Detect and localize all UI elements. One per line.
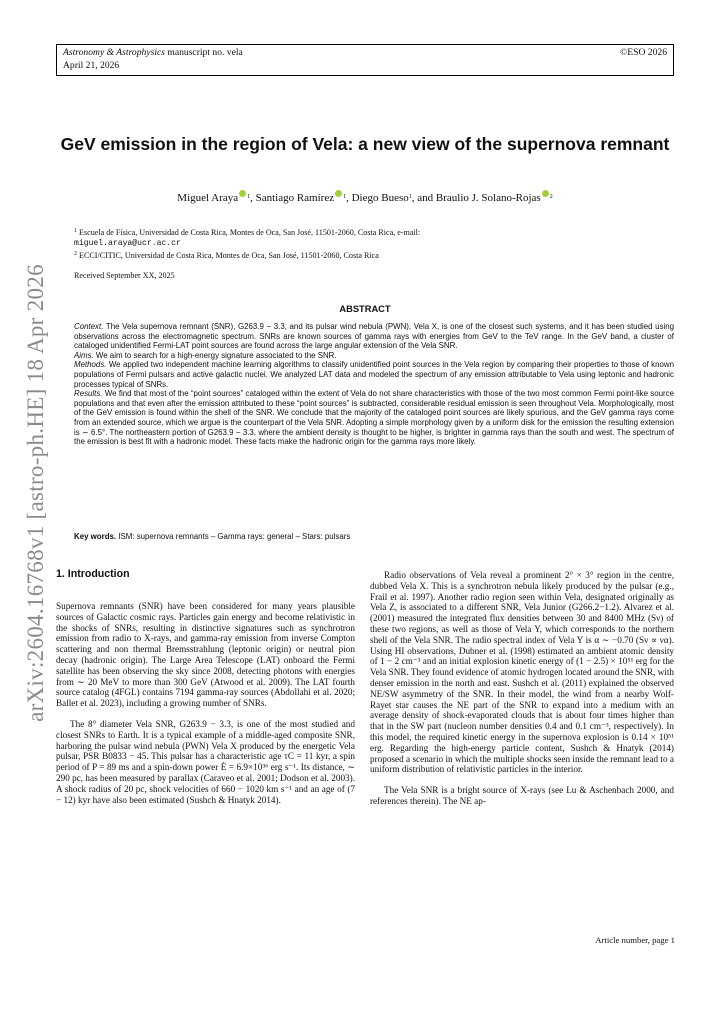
- keywords: [74, 532, 350, 541]
- results-text: We find that most of the “point sources” cataloged within the extent of Vela do not share characteristics with those of the two most common Fermi point-like source populations and that even after the emission attributed to these “point sources” is subtracted, considerable residual emission is seen throughout Vela. Morphologically, most of the GeV emission is found within the shell of the SNR. We conclude that the majority of the cataloged point sources are likely spurious, and the GeV gamma rays come from an extended source, which we argue is the counterpart of the Vela SNR. Adopting a simple morphology given by a uniform disk for the emission the resulting extension is ∼ 6.5°. The northeastern portion of G263.9 − 3.3, where the ambient density is thought to be higher, is brighter in gamma rays than the south and west. The spectrum of the emission is best fit with a hadronic model. These facts make the hadronic origin for the gamma rays more likely.: [74, 389, 675, 447]
- abstract-heading: ABSTRACT: [339, 304, 391, 314]
- affiliation-mark: 1: [247, 194, 251, 200]
- affiliation-mark: 1: [408, 194, 412, 200]
- journal-name: Astronomy & Astrophysics: [63, 47, 165, 58]
- keywords-label: Key words.: [74, 532, 117, 541]
- aims-label: Aims.: [74, 350, 94, 360]
- context-label: Context.: [74, 322, 104, 331]
- author-list: [56, 190, 674, 204]
- abstract-aims: [74, 351, 674, 361]
- right-column: [370, 570, 674, 807]
- received-date: Received September XX, 2025: [74, 271, 175, 280]
- copyright: ©ESO 2026: [620, 47, 667, 58]
- section-heading: 1. Introduction: [56, 568, 130, 580]
- results-label: Results.: [74, 389, 103, 399]
- author-name: , Santiago Ramírez: [250, 192, 335, 204]
- affiliation-number: 1: [74, 228, 77, 234]
- author-name: Miguel Araya: [177, 192, 239, 204]
- abstract-results: [74, 389, 674, 447]
- author-name: , and Braulio J. Solano-Rojas: [411, 192, 541, 204]
- arxiv-stamp-text: arXiv:2604.16768v1 [astro-ph.HE] 18 Apr 2026: [23, 264, 48, 722]
- affiliation-text: Escuela de Física, Universidad de Costa Rica, Montes de Oca, San José, 11501-2060, Costa Rica, e-mail:: [79, 228, 421, 237]
- orcid-icon[interactable]: [335, 190, 342, 197]
- abstract-context: [74, 322, 674, 351]
- abstract-body: [74, 322, 674, 447]
- arxiv-stamp: [18, 264, 54, 722]
- manuscript-id: manuscript no. vela: [164, 47, 243, 58]
- left-column: [56, 601, 355, 805]
- orcid-icon[interactable]: [239, 190, 246, 197]
- affiliation-number: 2: [74, 251, 77, 257]
- journal-header: [56, 44, 674, 76]
- methods-text: We applied two independent machine learning algorithms to classify unidentified point sources in the Vela region by comparing their properties to those of known populations of Fermi pulsars and active galactic nuclei. We analyzed LAT data and modeled the spectrum of any emission attributable to Vela using leptonic and hadronic processes typical of SNRs.: [74, 360, 674, 389]
- keywords-text: ISM: supernova remnants – Gamma rays: general – Stars: pulsars: [116, 532, 351, 541]
- orcid-icon[interactable]: [542, 190, 549, 197]
- page-footer: Article number, page 1: [595, 935, 675, 945]
- manuscript-line: [63, 47, 243, 58]
- intro-paragraph-2: The 8° diameter Vela SNR, G263.9 − 3.3, is one of the most studied and closest SNRs to Earth. It is a typical example of a middle-aged composite SNR, harboring the pulsar wind nebula (PWN) Vela X produced by the energetic Vela pulsar, PSR B0833 − 45. This pulsar has a characteristic age τC = 11 kyr, a spin period of P = 89 ms and a spin-down power Ė = 6.9×10³⁶ erg s⁻¹. Its distance, ∼ 290 pc, has been measured by parallax (Caraveo et al. 2001; Dodson et al. 2003). A shock radius of 20 pc, shock velocities of 660 − 1020 km s⁻¹ and an age of (7 − 12) kyr have also been estimated (Sushch & Hnatyk 2014).: [56, 718, 355, 805]
- affiliation-mark: 2: [549, 194, 553, 200]
- paper-title: GeV emission in the region of Vela: a new view of the supernova remnant: [60, 134, 670, 154]
- manuscript-date: April 21, 2026: [63, 60, 120, 71]
- abstract-methods: [74, 360, 674, 389]
- intro-paragraph-4: The Vela SNR is a bright source of X-rays (see Lu & Aschenbach 2000, and references therein). The NE ap-: [370, 785, 674, 806]
- affiliation-mark: 1: [343, 194, 347, 200]
- affiliation-2: [74, 249, 674, 261]
- affiliation-text: ECCI/CITIC, Universidad de Costa Rica, Montes de Oca, San José, 11501-2060, Costa Rica: [79, 251, 379, 260]
- context-text: The Vela supernova remnant (SNR), G263.9 − 3.3, and its pulsar wind nebula (PWN), Vela X, is one of the closest such systems, and it has been studied using observations across the electromagnetic spectrum. SNRs are known sources of gamma rays with energies from GeV to the TeV range. In the GeV band, a cluster of cataloged unidentified Fermi-LAT point sources are found across the large angular extension of the Vela SNR.: [74, 322, 674, 351]
- intro-paragraph-1: Supernova remnants (SNR) have been considered for many years plausible sources of Galactic cosmic rays. Particles gain energy and become relativistic in the shocks of SNRs, resulting in distinctive signatures such as synchrotron emission from radio to X-rays, and gamma-ray emission from inverse Compton scattering and non thermal Bremsstrahlung (leptonic origin) or neutral pion decay (hadronic origin). The Large Area Telescope (LAT) onboard the Fermi satellite has been observing the sky since 2008, detecting photons with energies from ∼ 20 MeV to more than 300 GeV (Atwood et al. 2009). The LAT fourth source catalog (4FGL) contains 7194 gamma-ray sources (Abdollahi et al. 2020; Ballet et al. 2023), including a growing number of SNRs.: [56, 601, 355, 709]
- author-name: , Diego Bueso: [346, 192, 409, 204]
- intro-paragraph-3: Radio observations of Vela reveal a prominent 2° × 3° region in the centre, dubbed Vela X. This is a synchrotron nebula likely produced by the pulsar (e.g., Frail et al. 1997). Another radio region seen within Vela, designated originally as Vela Z, is associated to a different SNR, Vela Junior (G266.2−1.2). Alvarez et al. (2001) measured the integrated flux densities between 30 and 8400 MHz (Sν) of these two regions, as well as those of Vela Y, which corresponds to the northern shell of the Vela SNR. The radio spectral index of Vela Y is α ∼ −0.70 (Sν ∝ να). Using HI observations, Dubner et al. (1998) estimated an ambient atomic density of 1 − 2 cm⁻³ and an initial explosion kinetic energy of (1 − 2.5) × 10⁵¹ erg for the Vela SNR. They found evidence of atomic hydrogen located around the SNR, with denser emission in the north and east. Sushch et al. (2011) explained the observed NE/SW asymmetry of the SNR. In their model, the wind from a nearby Wolf-Rayet star causes the NE part of the SNR to expand into a medium with an average density of shock-evaporated clouds that is about four times higher than that in the SW part (nucleon number densities 0.4 and 0.1 cm⁻³, respectively). In this model, the required kinetic energy in the supernova explosion is 0.14 × 10⁵¹ erg. Regarding the high-energy particle content, Sushch & Hnatyk (2014) proposed a scenario in which the multiple shocks seen inside the remnant lead to a uniform distribution of relativistic particles in the interior.: [370, 570, 674, 775]
- affiliation-1: [74, 226, 674, 249]
- aims-text: We aim to search for a high-energy signature associated to the SNR.: [93, 350, 337, 360]
- methods-label: Methods.: [74, 360, 107, 370]
- author-email-link[interactable]: miguel.araya@ucr.ac.cr: [74, 239, 181, 248]
